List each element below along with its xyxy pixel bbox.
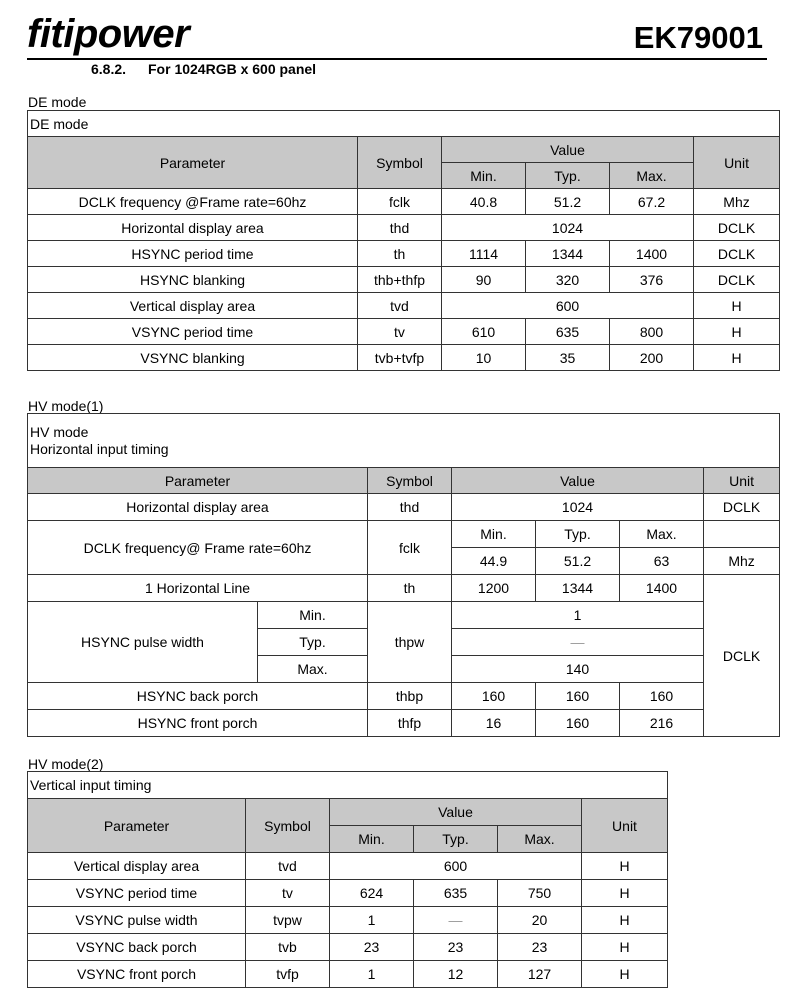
table-row — [28, 880, 668, 907]
cell-min: 1114 — [442, 241, 526, 267]
cell-parameter: VSYNC period time — [28, 880, 246, 907]
cell-typ: 635 — [526, 319, 610, 345]
cell-symbol: tv — [246, 880, 330, 907]
cell-max: 200 — [610, 345, 694, 371]
cell-unit: H — [694, 293, 780, 319]
cell-unit: H — [582, 880, 668, 907]
cell-min: 610 — [442, 319, 526, 345]
cell-max: 216 — [620, 710, 704, 737]
cell-max: 63 — [620, 548, 704, 575]
header-value: Value — [330, 799, 582, 826]
hv1-caption-line1: HV mode — [30, 424, 89, 440]
cell-min: 10 — [442, 345, 526, 371]
cell-min: 1 — [330, 907, 414, 934]
de-mode-table — [27, 110, 780, 371]
cell-min: 1200 — [452, 575, 536, 602]
cell-parameter: DCLK frequency @Frame rate=60hz — [28, 189, 358, 215]
header-min: Min. — [330, 826, 414, 853]
header-symbol: Symbol — [368, 468, 452, 494]
cell-unit: H — [694, 319, 780, 345]
cell-parameter: VSYNC pulse width — [28, 907, 246, 934]
hv1-horizontal-timing-table — [27, 413, 780, 737]
cell-typ: 1344 — [526, 241, 610, 267]
cell-symbol: thd — [368, 494, 452, 521]
cell-max: 1400 — [620, 575, 704, 602]
cell-parameter: HSYNC front porch — [28, 710, 368, 737]
cell-unit: DCLK — [694, 241, 780, 267]
table-row — [28, 189, 780, 215]
cell-typ: 320 — [526, 267, 610, 293]
table-row — [28, 683, 780, 710]
table-row — [28, 293, 780, 319]
header-parameter: Parameter — [28, 799, 246, 853]
cell-parameter: Vertical display area — [28, 853, 246, 880]
cell-max: 750 — [498, 880, 582, 907]
header-parameter: Parameter — [28, 137, 358, 189]
cell-symbol: tvfp — [246, 961, 330, 988]
hv1-mode-label: HV mode(1) — [28, 398, 104, 414]
cell-parameter: HSYNC blanking — [28, 267, 358, 293]
cell-unit: H — [582, 907, 668, 934]
cell-typ: 12 — [414, 961, 498, 988]
cell-max: 67.2 — [610, 189, 694, 215]
cell-min: 90 — [442, 267, 526, 293]
cell-unit: H — [582, 853, 668, 880]
cell-unit: DCLK — [704, 575, 780, 737]
cell-min: 1 — [330, 961, 414, 988]
cell-unit: DCLK — [704, 494, 780, 521]
cell-max: 23 — [498, 934, 582, 961]
header-symbol: Symbol — [246, 799, 330, 853]
table-row — [28, 602, 780, 629]
cell-value: 1024 — [452, 494, 704, 521]
cell-unit: DCLK — [694, 215, 780, 241]
cell-typ: 160 — [536, 683, 620, 710]
cell-unit: DCLK — [694, 267, 780, 293]
cell-min: 16 — [452, 710, 536, 737]
cell-typ: 160 — [536, 710, 620, 737]
cell-symbol: tvb+tvfp — [358, 345, 442, 371]
table-row — [28, 215, 780, 241]
cell-unit: H — [694, 345, 780, 371]
table-row — [28, 710, 780, 737]
cell-max-label: Max. — [620, 521, 704, 548]
header-value: Value — [442, 137, 694, 163]
cell-parameter: Vertical display area — [28, 293, 358, 319]
table-row — [28, 934, 668, 961]
cell-max: 140 — [452, 656, 704, 683]
cell-value: 600 — [442, 293, 694, 319]
cell-symbol: thbp — [368, 683, 452, 710]
header-unit: Unit — [694, 137, 780, 189]
header-typ: Typ. — [414, 826, 498, 853]
hv1-caption-line2: Horizontal input timing — [30, 441, 169, 457]
cell-typ: — — [414, 907, 498, 934]
cell-parameter: HSYNC period time — [28, 241, 358, 267]
cell-parameter: VSYNC back porch — [28, 934, 246, 961]
cell-parameter: VSYNC front porch — [28, 961, 246, 988]
cell-parameter: HSYNC back porch — [28, 683, 368, 710]
cell-max: 20 — [498, 907, 582, 934]
cell-max: 1400 — [610, 241, 694, 267]
de-table-caption: DE mode — [28, 111, 780, 137]
cell-symbol: tvd — [358, 293, 442, 319]
header-max: Max. — [498, 826, 582, 853]
hv2-vertical-timing-table — [27, 771, 668, 988]
table-row — [28, 345, 780, 371]
table-row — [28, 267, 780, 293]
cell-min: 23 — [330, 934, 414, 961]
cell-typ: — — [452, 629, 704, 656]
cell-typ: 23 — [414, 934, 498, 961]
cell-typ: 35 — [526, 345, 610, 371]
cell-min: 40.8 — [442, 189, 526, 215]
de-mode-label: DE mode — [28, 94, 87, 110]
cell-symbol: tv — [358, 319, 442, 345]
cell-typ-label: Typ. — [536, 521, 620, 548]
cell-parameter: 1 Horizontal Line — [28, 575, 368, 602]
cell-parameter: Horizontal display area — [28, 215, 358, 241]
hv2-table-caption: Vertical input timing — [28, 772, 668, 799]
table-row — [28, 907, 668, 934]
cell-symbol: th — [358, 241, 442, 267]
cell-min: 160 — [452, 683, 536, 710]
cell-max: 376 — [610, 267, 694, 293]
table-row — [28, 575, 780, 602]
cell-sub-min-label: Min. — [258, 602, 368, 629]
table-row — [28, 241, 780, 267]
cell-max: 800 — [610, 319, 694, 345]
table-row — [28, 961, 668, 988]
hv1-table-caption — [28, 414, 780, 468]
table-row — [28, 853, 668, 880]
cell-min: 1 — [452, 602, 704, 629]
cell-parameter: VSYNC blanking — [28, 345, 358, 371]
cell-parameter: HSYNC pulse width — [28, 602, 258, 683]
hv2-mode-label: HV mode(2) — [28, 756, 104, 772]
cell-max: 127 — [498, 961, 582, 988]
cell-sub-typ-label: Typ. — [258, 629, 368, 656]
header-max: Max. — [610, 163, 694, 189]
cell-parameter: VSYNC period time — [28, 319, 358, 345]
cell-value: 600 — [330, 853, 582, 880]
cell-symbol: thd — [358, 215, 442, 241]
cell-min: 44.9 — [452, 548, 536, 575]
cell-unit: H — [582, 961, 668, 988]
cell-parameter: DCLK frequency@ Frame rate=60hz — [28, 521, 368, 575]
cell-typ: 51.2 — [526, 189, 610, 215]
header-symbol: Symbol — [358, 137, 442, 189]
cell-unit: Mhz — [704, 548, 780, 575]
header-parameter: Parameter — [28, 468, 368, 494]
cell-symbol: fclk — [358, 189, 442, 215]
header-unit: Unit — [582, 799, 668, 853]
cell-unit: Mhz — [694, 189, 780, 215]
cell-unit: H — [582, 934, 668, 961]
cell-symbol: tvpw — [246, 907, 330, 934]
cell-symbol: thb+thfp — [358, 267, 442, 293]
header-unit: Unit — [704, 468, 780, 494]
cell-symbol: th — [368, 575, 452, 602]
cell-symbol: thfp — [368, 710, 452, 737]
part-number: EK79001 — [633, 20, 763, 55]
table-row — [28, 494, 780, 521]
section-number: 6.8.2. — [91, 61, 127, 77]
cell-max: 160 — [620, 683, 704, 710]
section-title: For 1024RGB x 600 panel — [148, 61, 317, 77]
cell-symbol: tvb — [246, 934, 330, 961]
table-row — [28, 521, 780, 548]
cell-symbol: thpw — [368, 602, 452, 683]
cell-symbol: tvd — [246, 853, 330, 880]
cell-value: 1024 — [442, 215, 694, 241]
table-row — [28, 319, 780, 345]
cell-symbol: fclk — [368, 521, 452, 575]
cell-sub-max-label: Max. — [258, 656, 368, 683]
cell-typ: 635 — [414, 880, 498, 907]
header-min: Min. — [442, 163, 526, 189]
brand-logo: fitipower — [27, 12, 190, 56]
cell-min: 624 — [330, 880, 414, 907]
section-heading — [91, 60, 316, 78]
header-value: Value — [452, 468, 704, 494]
cell-unit-blank — [704, 521, 780, 548]
cell-parameter: Horizontal display area — [28, 494, 368, 521]
cell-min-label: Min. — [452, 521, 536, 548]
cell-typ: 1344 — [536, 575, 620, 602]
header-typ: Typ. — [526, 163, 610, 189]
cell-typ: 51.2 — [536, 548, 620, 575]
